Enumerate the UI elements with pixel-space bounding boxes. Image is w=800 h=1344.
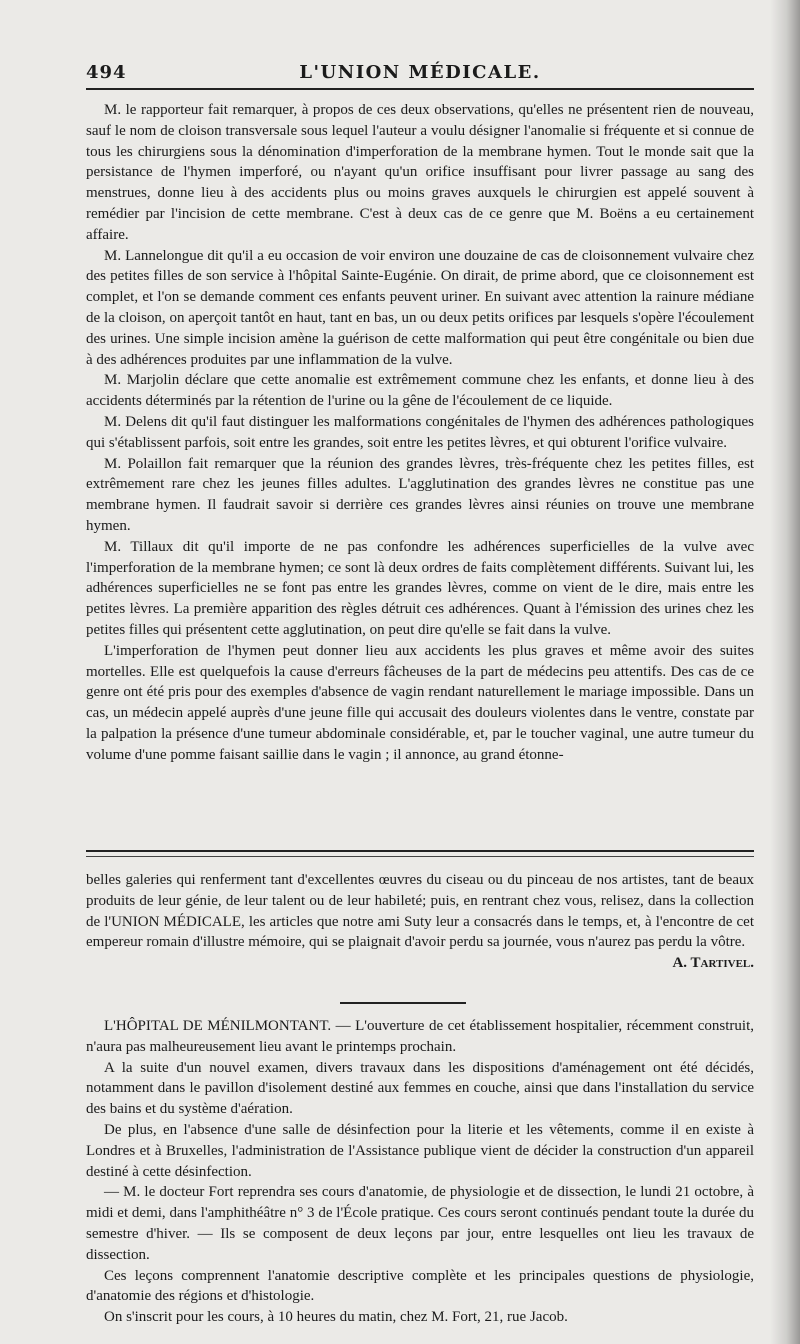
feuilleton-signature: A. Tartivel. xyxy=(672,955,754,972)
feuilleton-rule-top xyxy=(86,850,754,852)
paragraph-imperforation: L'imperforation de l'hymen peut donner lieu aux accidents les plus graves et même avoir des suites mortelles. Elle est quelquefois la cause d'erreurs fâcheuses de la part de médecins peu attentifs. Des cas de ce genre ont été pris pour des exemples d'absence de vagin rendant naturellement le mariage impossible. Dans un cas, un médecin appelé auprès d'une jeune fille qui accusait des douleurs violentes dans le ventre, constate par la palpation la présence d'une tumeur abdominale considérable, et, par le toucher vaginal, une autre tumeur du volume d'une pomme faisant saillie dans le vagin ; il annonce, au grand étonne- xyxy=(86,642,754,763)
paragraph-delens: M. Delens dit qu'il faut distinguer les malformations congénitales de l'hymen des adhérences pathologiques qui s'établissent parfois, soit entre les grandes, soit entre les petites lèvres, et qui obturent l'orifice vulvaire. xyxy=(86,413,754,451)
header-rule xyxy=(86,88,754,90)
page-number: 494 xyxy=(86,62,127,83)
news-desinfection: De plus, en l'absence d'une salle de désinfection pour la literie et les vêtements, comme il en existe à Londres et à Bruxelles, l'administration de l'Assistance publique vient de décider la construction d'un appareil destiné à cette désinfection. xyxy=(86,1121,754,1180)
paragraph-lannelongue: M. Lannelongue dit qu'il a eu occasion de voir environ une douzaine de cas de cloisonnement vulvaire chez des petites filles de son service à l'hôpital Sainte-Eugénie. On dirait, de prime abord, que ce cloisonnement est complet, et l'on se demande comment ces enfants peuvent uriner. En suivant avec attention la rainure médiane de la cloison, on aperçoit tantôt en haut, tant en bas, un ou deux petits orifices par lesquels s'opère l'écoulement des urines. Une simple incision amène la guérison de cette malformation qui peut être congénitale ou bien due à des adhérences produites par une inflammation de la vulve. xyxy=(86,247,754,368)
news-menilmontant: L'HÔPITAL DE MÉNILMONTANT. — L'ouverture de cet établissement hospitalier, récemment construit, n'aura pas malheureusement lieu avant le printemps prochain. xyxy=(86,1018,754,1055)
feuilleton-column xyxy=(86,870,754,974)
paragraph-rapporteur: M. le rapporteur fait remarquer, à propos de ces deux observations, qu'elles ne présentent rien de nouveau, sauf le nom de cloison transversale sous lequel l'auteur a voulu désigner l'anomalie si fréquente et si connue de tous les chirurgiens sous la dénomination d'imperforation de la membrane hymen. Tout le monde sait que la persistance de l'hymen imperforé, ou n'ayant qu'un orifice insuffisant pour livrer passage au sang des menstrues, donne lieu à des accidents plus ou moins graves auxquels le chirurgien est appelé souvent à remédier par l'incision de cette membrane. C'est à deux cas de ce genre que M. Boëns a eu certainement affaire. xyxy=(86,102,754,243)
feuilleton-rule-bottom xyxy=(86,856,754,857)
journal-title: L'UNION MÉDICALE. xyxy=(299,62,541,83)
paragraph-polaillon: M. Polaillon fait remarquer que la réunion des grandes lèvres, très-fréquente chez les petites filles, est extrêmement rare chez les jeunes filles adultes. L'agglutination des grandes lèvres ne constitue pas une membrane hymen. Il faudrait savoir si derrière ces grandes lèvres ainsi réunies on trouve une membrane hymen. xyxy=(86,455,754,534)
news-lecons: Ces leçons comprennent l'anatomie descriptive complète et les principales questions de physiologie, d'anatomie des régions et d'histologie. xyxy=(86,1267,754,1305)
report-column xyxy=(86,100,754,766)
book-spine-shadow xyxy=(770,0,800,1344)
section-divider xyxy=(340,1002,466,1004)
news-amenagement: A la suite d'un nouvel examen, divers travaux dans les dispositions d'aménagement ont été décidés, notamment dans le pavillon d'isolement destiné aux femmes en couche, ainsi que dans l'installation du service des bains et du système d'aération. xyxy=(86,1059,754,1118)
news-cours-fort: — M. le docteur Fort reprendra ses cours d'anatomie, de physiologie et de dissection, le lundi 21 octobre, à midi et demi, dans l'amphithéâtre n° 3 de l'École pratique. Ces cours seront continués pendant toute la durée du semestre d'hiver. — Ils se composent de deux leçons par jour, entre lesquelles ont lieu les travaux de dissection. xyxy=(86,1184,754,1263)
news-inscription: On s'inscrit pour les cours, à 10 heures du matin, chez M. Fort, 21, rue Jacob. xyxy=(104,1309,568,1326)
paragraph-marjolin: M. Marjolin déclare que cette anomalie est extrêmement commune chez les enfants, et donne lieu à des accidents déterminés par la rétention de l'urine ou la gêne de l'écoulement de ce liquide. xyxy=(86,372,754,410)
running-header xyxy=(86,58,754,88)
paragraph-tillaux: M. Tillaux dit qu'il importe de ne pas confondre les adhérences superficielles de la vulve avec l'imperforation de la membrane hymen; ce sont là deux ordres de faits complètement différents. Suivant lui, les adhérences superficielles ne se font pas entre les grandes lèvres, comme on vient de le dire, mais entre les petites lèvres. La première apparition des règles détruit ces adhérences. Quant à l'émission des urines chez les petites filles qui présentent cette agglutination, on peut dire qu'elle se fait dans la vulve. xyxy=(86,538,754,638)
news-column xyxy=(86,1016,754,1328)
feuilleton-paragraph: belles galeries qui renferment tant d'excellentes œuvres du ciseau ou du pinceau de nos artistes, tant de beaux produits de leur génie, de leur talent ou de leur habileté; puis, en rentrant chez vous, relisez, dans la collection de l'UNION MÉDICALE, les articles que notre ami Suty leur a consacrés dans le temps, et, à l'encontre de cet empereur romain d'illustre mémoire, qui se plaignait d'avoir perdu sa journée, vous n'aurez pas perdu la vôtre. xyxy=(86,872,754,951)
